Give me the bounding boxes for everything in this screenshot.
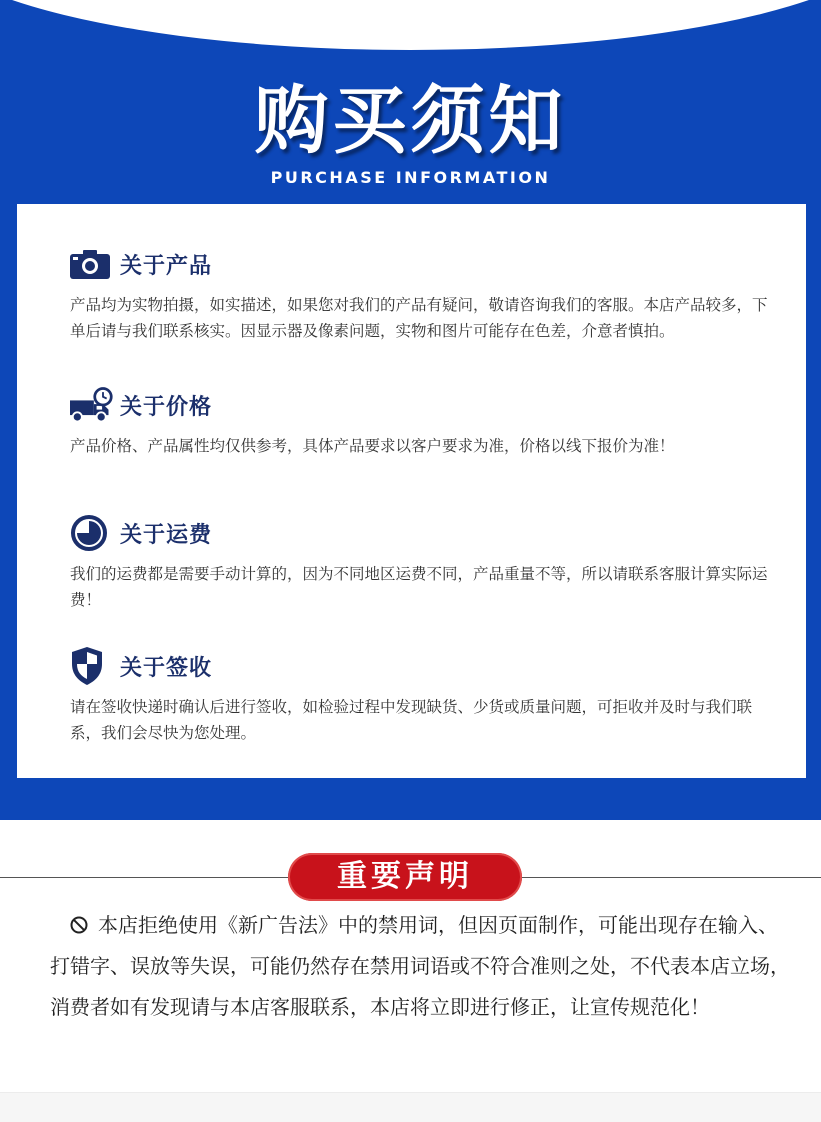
section-header [70, 385, 780, 425]
section-body: 我们的运费都是需要手动计算的，因为不同地区运费不同，产品重量不等，所以请联系客服计算实际运费！ [70, 565, 768, 609]
section-body: 产品均为实物拍摄，如实描述，如果您对我们的产品有疑问，敬请咨询我们的客服。本店产品较多，下单后请与我们联系核实。因显示器及像素问题，实物和图片可能存在色差，介意者慎拍。 [70, 296, 768, 340]
banner-arc-decoration [0, 0, 821, 50]
section-body: 产品价格、产品属性均仅供参考，具体产品要求以客户要求为准，价格以线下报价为准！ [70, 437, 675, 455]
half-circle-icon [70, 513, 114, 553]
section-header [70, 646, 780, 686]
notice-body [50, 905, 790, 1028]
camera-icon [70, 244, 114, 284]
prohibited-icon [70, 907, 88, 925]
section-title: 关于签收 [120, 655, 213, 681]
notice-text: 本店拒绝使用《新广告法》中的禁用词，但因页面制作，可能出现存在输入、打错字、误放等失误，可能仍然存在禁用词语或不符合准则之处，不代表本店立场，消费者如有发现请与本店客服联系，本店将立即进行修正，让宣传规范化！ [50, 913, 790, 1019]
section-receipt [70, 646, 780, 746]
section-price [70, 385, 780, 459]
info-card [17, 204, 806, 778]
shield-icon [70, 646, 114, 686]
page-subtitle: PURCHASE INFORMATION [270, 168, 551, 187]
bottom-strip [0, 1092, 821, 1122]
section-header [70, 513, 780, 553]
delivery-truck-clock-icon [70, 385, 114, 425]
section-title: 关于产品 [120, 253, 213, 279]
section-header [70, 244, 780, 284]
notice-title: 重要声明 [288, 853, 522, 901]
page-title: 购买须知 [254, 78, 567, 164]
section-product [70, 244, 780, 344]
section-shipping [70, 513, 780, 613]
section-title: 关于运费 [120, 522, 213, 548]
section-title: 关于价格 [120, 394, 213, 420]
section-body: 请在签收快递时确认后进行签收，如检验过程中发现缺货、少货或质量问题，可拒收并及时与我们联系，我们会尽快为您处理。 [70, 698, 753, 742]
